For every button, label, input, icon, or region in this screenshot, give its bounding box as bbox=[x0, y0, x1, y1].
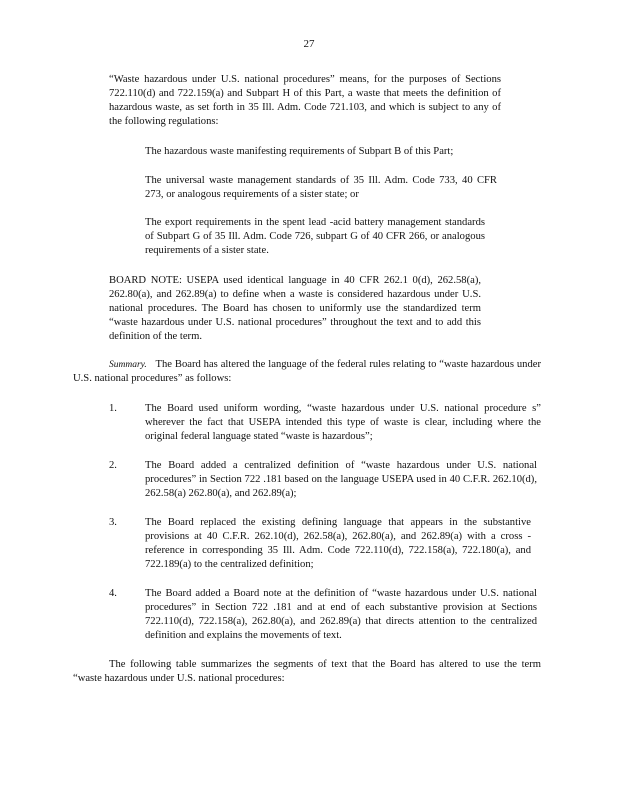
regulation-item-2: The universal waste management standards of 35 Ill. Adm. Code 733, 40 CFR 273, or analogous requirements of a sister state; or bbox=[145, 175, 497, 200]
list-item-text: The Board added a centralized definition of “waste hazardous under U.S. national procedures” in Section 722 .181 based on the language USEPA used in 40 C.F.R. 262.10(d), 262.58(a) 262.80(a), and 262.89(a); bbox=[145, 460, 537, 499]
summary-label: Summary. bbox=[109, 360, 147, 370]
summary-paragraph bbox=[73, 358, 541, 386]
page-number: 27 bbox=[303, 38, 315, 50]
list-item-number: 1. bbox=[109, 403, 117, 414]
list-item-number: 2. bbox=[109, 460, 117, 471]
regulation-item-3: The export requirements in the spent lead -acid battery management standards of Subpart G of 35 Ill. Adm. Code 726, subpart G of 40 CFR 266, or analogous requirements of a sister state. bbox=[145, 217, 485, 256]
list-item-number: 3. bbox=[109, 517, 117, 528]
regulation-item-1: The hazardous waste manifesting requirements of Subpart B of this Part; bbox=[145, 146, 454, 157]
closing-paragraph: The following table summarizes the segments of text that the Board has altered to use the term “waste hazardous under U.S. national procedures: bbox=[73, 659, 541, 684]
list-item-number: 4. bbox=[109, 588, 117, 599]
definition-paragraph: “Waste hazardous under U.S. national procedures” means, for the purposes of Sections 722.110(d) and 722.159(a) and Subpart H of this Part, a waste that meets the definition of hazardous waste, as set forth in 35 Ill. Adm. Code 721.103, and which is subject to any of the following regulations: bbox=[109, 74, 501, 127]
summary-text: The Board has altered the language of the federal rules relating to “waste hazardous under U.S. national procedures” as follows: bbox=[73, 359, 541, 384]
list-item-text: The Board replaced the existing defining language that appears in the substantive provisions at 40 C.F.R. 262.10(d), 262.58(a), 262.80(a), and 262.89(a) with a cross -reference in corresponding 35 Ill. Adm. Code 722.110(d), 722.158(a), 722.180(a), and 722.189(a) to the centralized definition; bbox=[145, 517, 531, 570]
board-note: BOARD NOTE: USEPA used identical language in 40 CFR 262.1 0(d), 262.58(a), 262.80(a), and 262.89(a) to define when a waste is considered hazardous under U.S. national procedures. The Board has chosen to uniformly use the standardized term “waste hazardous under U.S. national procedures” throughout the text and to add this definition of the term. bbox=[109, 275, 481, 342]
list-item-text: The Board added a Board note at the definition of “waste hazardous under U.S. national procedures” in Section 722 .181 and at end of each substantive provision at Sections 722.110(d), 722.158(a), 262.80(a), and 262.89(a) that directs attention to the centralized definition and explains the movements of text. bbox=[145, 588, 537, 641]
list-item-text: The Board used uniform wording, “waste hazardous under U.S. national procedure s” wherever the fact that USEPA intended this type of waste is clear, including where the original federal language stated “waste is hazardous”; bbox=[145, 403, 541, 442]
